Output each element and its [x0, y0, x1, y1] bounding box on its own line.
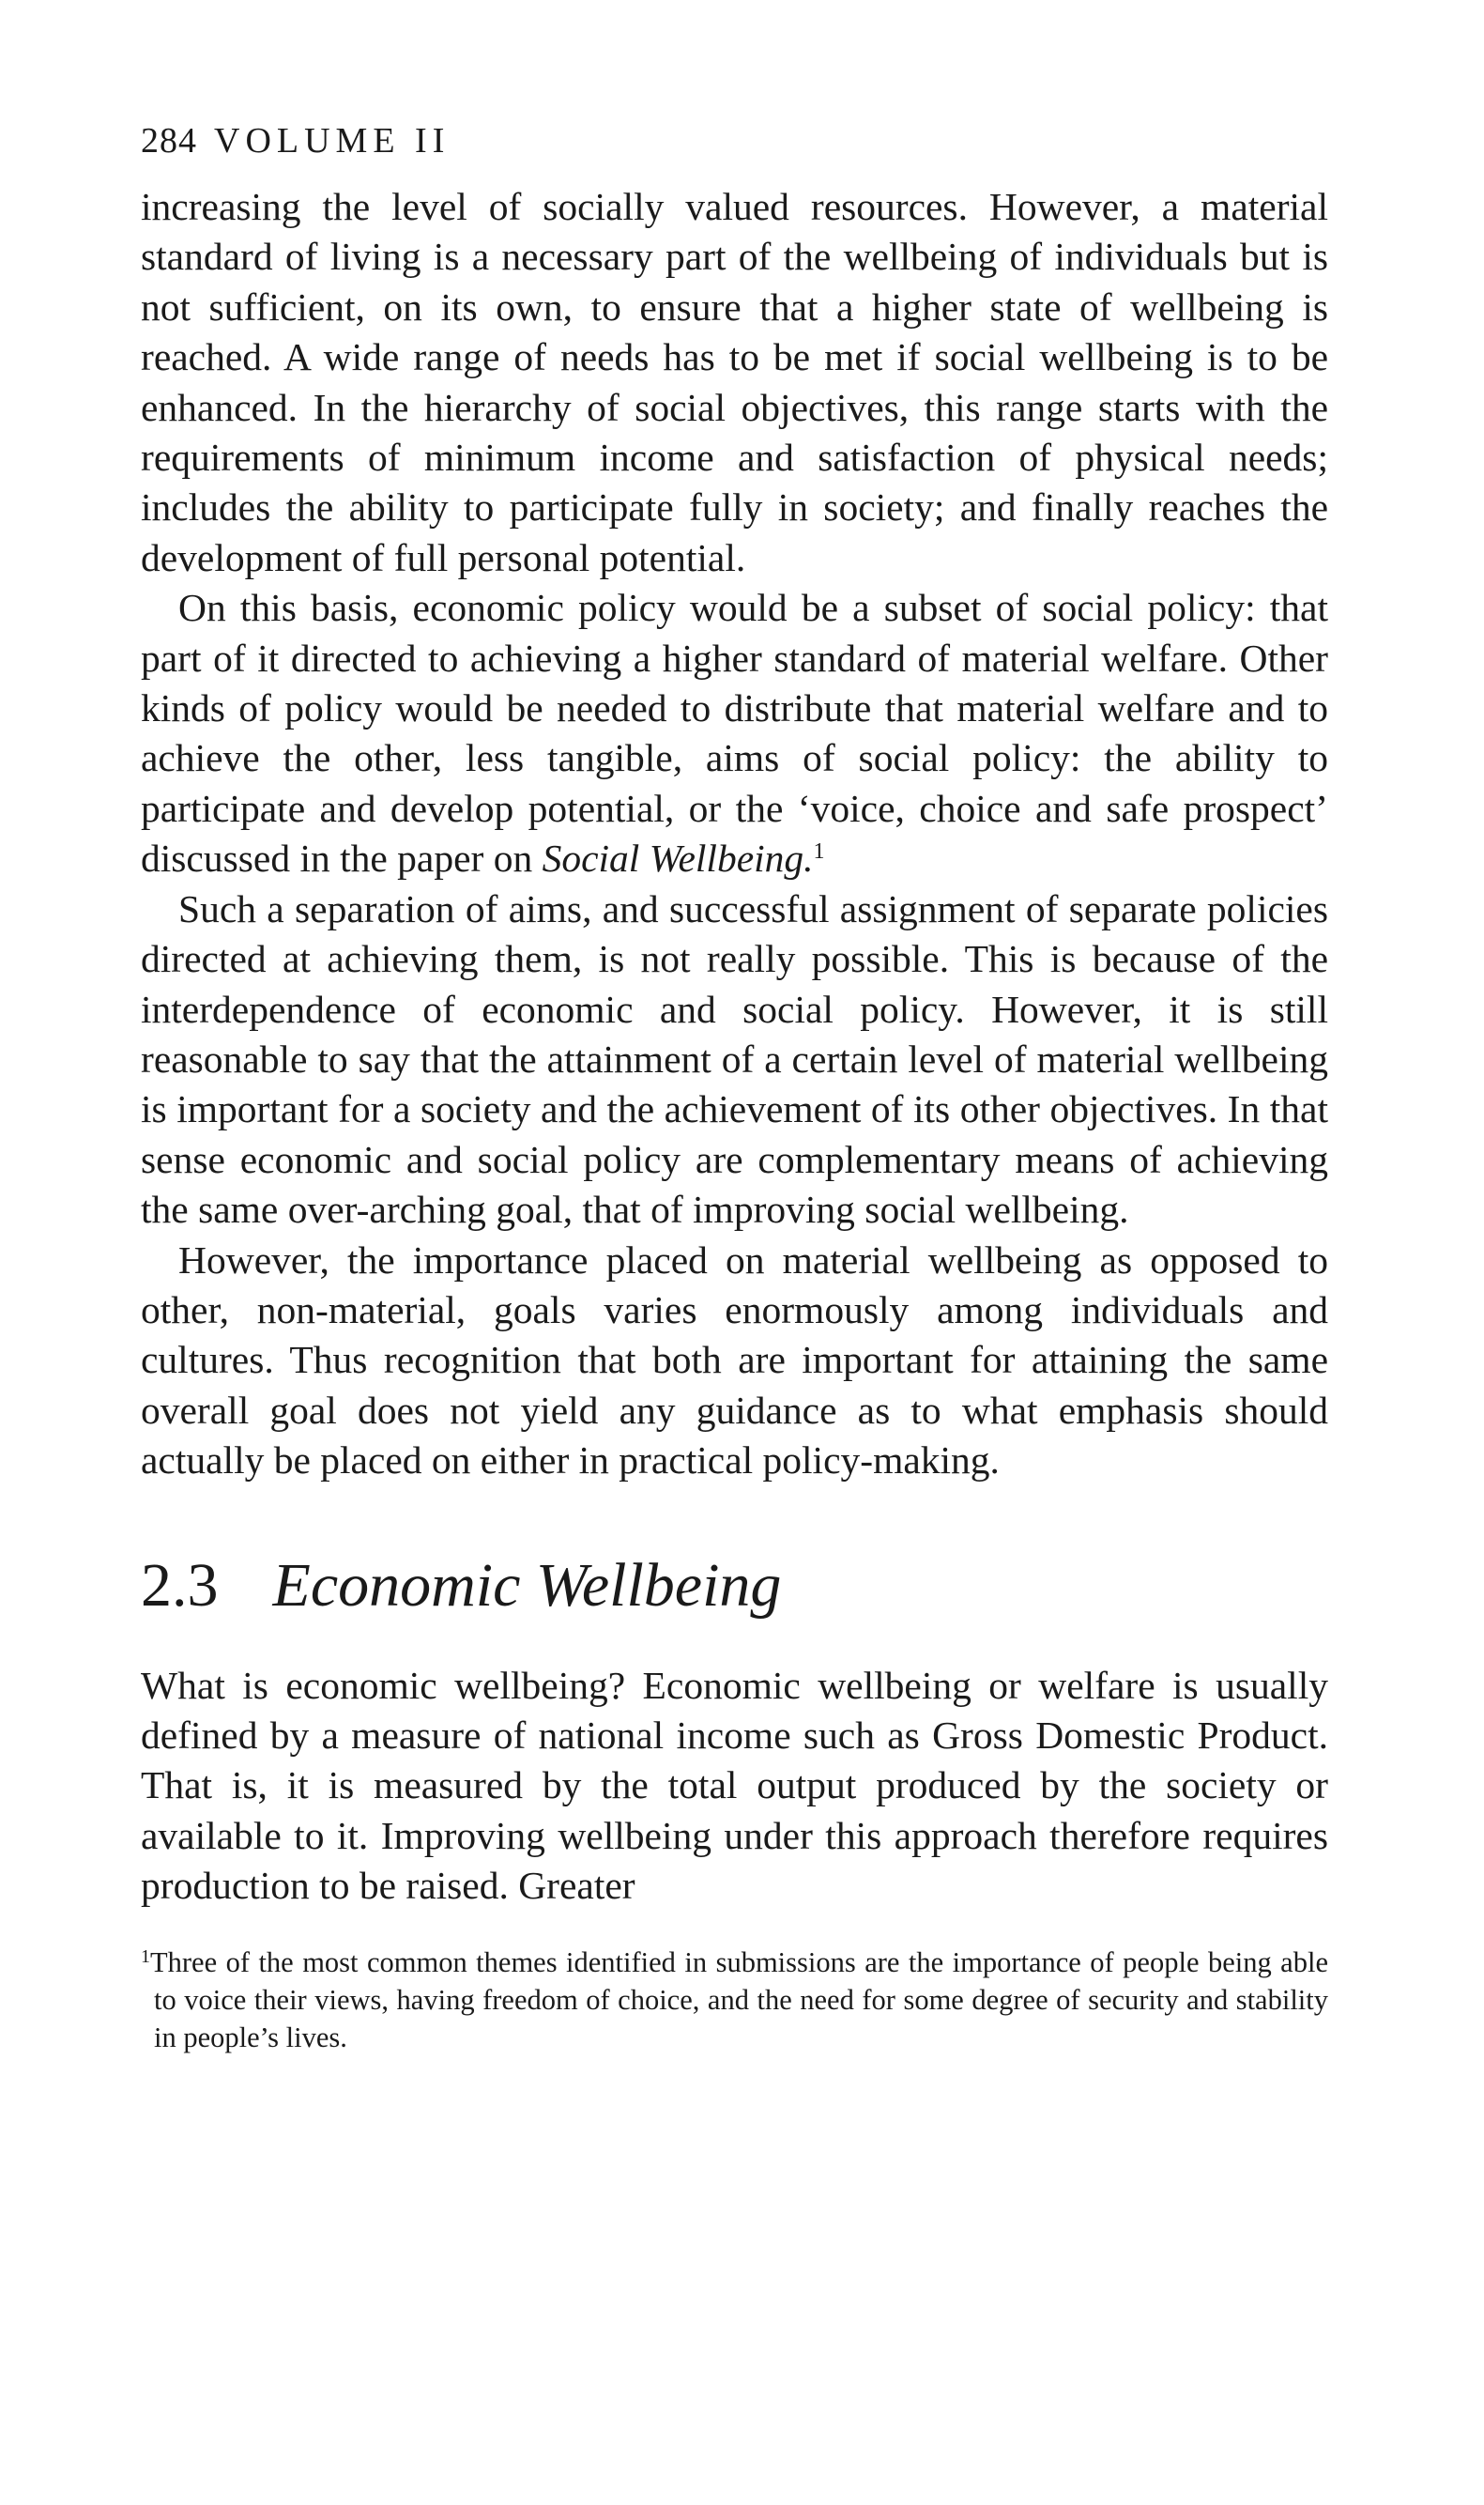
paragraph-1: increasing the level of socially valued resources. However, a material standard of living is a necessary part of the wellbeing of individuals but is not sufficient, on its own, to ensure that a higher state of wellbeing is reached. A wide range of needs has to be met if social wellbeing is to be enhanced. In the hierarchy of social objectives, this range starts with the requirements of minimum income and satisfaction of physical needs; includes the ability to participate fully in society; and finally reaches the development of full personal potential.	[141, 185, 1328, 579]
running-head	[141, 113, 1328, 169]
body-text	[141, 182, 1328, 1486]
book-page	[141, 113, 1328, 2056]
footnote-reference[interactable]: 1	[813, 839, 825, 865]
section-paragraph: What is economic wellbeing? Economic wellbeing or welfare is usually defined by a measure of national income such as Gross Domestic Product. That is, it is measured by the total output produced by the society or available to it. Improving wellbeing under this approach therefore requires production to be raised. Greater	[141, 1663, 1328, 1908]
volume-label: VOLUME II	[214, 121, 451, 161]
paragraph-2	[141, 583, 1328, 884]
footnote-text: Three of the most common themes identified in submissions are the importance of people being able to voice their views, having freedom of choice, and the need for some degree of security and stability in people’s lives.	[150, 1945, 1328, 2053]
paragraph-2-text: On this basis, economic policy would be a subset of social policy: that part of it directed to achieving a higher standard of material welfare. Other kinds of policy would be needed to distribute that material welfare and to achieve the other, less tangible, aims of social policy: the ability to participate and develop potential, or the ‘voice, choice and safe prospect’ discussed in the paper on	[141, 586, 1328, 881]
section-number: 2.3	[141, 1550, 219, 1620]
footnote-marker: 1	[141, 1945, 150, 1967]
section-body-text	[141, 1661, 1328, 1912]
paragraph-3: Such a separation of aims, and successful assignment of separate policies directed at achieving them, is not really possible. This is because of the interdependence of economic and social policy. However, it is still reasonable to say that the attainment of a certain level of material wellbeing is important for a society and the achievement of its other objectives. In that sense economic and social policy are complementary means of achieving the same over-arching goal, that of improving social wellbeing.	[141, 886, 1328, 1232]
footnote	[141, 1944, 1328, 2056]
paragraph-4: However, the importance placed on material wellbeing as opposed to other, non-material, goals varies enormously among individuals and cultures. Thus recognition that both are important for attaining the same overall goal does not yield any guidance as to what emphasis should actually be placed on either in practical policy-making.	[141, 1237, 1328, 1483]
page-number: 284	[141, 121, 197, 161]
section-heading	[141, 1548, 1328, 1623]
section-title: Economic Wellbeing	[272, 1550, 782, 1620]
paragraph-2-italic-title: Social Wellbeing.	[542, 837, 814, 881]
